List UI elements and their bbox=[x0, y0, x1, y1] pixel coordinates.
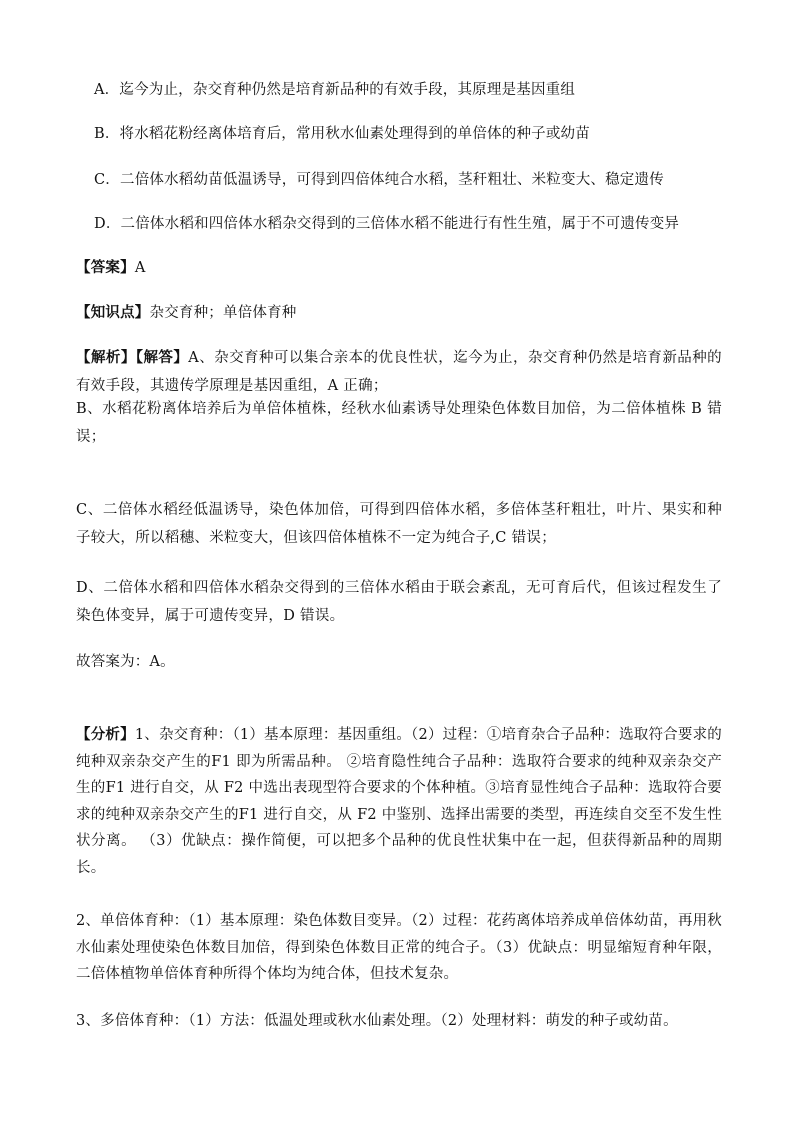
knowledge-value: 杂交育种；单倍体育种 bbox=[149, 305, 297, 321]
explanation-a bbox=[76, 344, 722, 400]
explanation-a-text: A、杂交育种可以集合亲本的优良性状，迄今为止，杂交育种仍然是培育新品种的有效手段，其遗传学原理是基因重组，A 正确； bbox=[76, 350, 722, 394]
explanation-b: B、水稻花粉离体培养后为单倍体植株，经秋水仙素诱导处理染色体数目加倍，为二倍体植株 B 错误； bbox=[76, 401, 722, 445]
option-d: D．二倍体水稻和四倍体水稻杂交得到的三倍体水稻不能进行有性生殖，属于不可遗传变异 bbox=[94, 216, 680, 232]
analysis-p1-text: 1、杂交育种：（1）基本原理：基因重组。（2）过程：①培育杂合子品种：选取符合要求的纯种双亲杂交产生的F1 即为所需品种。 ②培育隐性纯合子品种：选取符合要求的纯种双亲杂交产生的F1 进行自交，从 F2 中选出表现型符合要求的个体种植。③培育显性纯合子品种：选取符合要求的纯种双亲杂交产生的F1 进行自交，从 F2 中鉴别、选择出需要的类型，再连续自交至不发生性状分离。 （3）优缺点：操作简便，可以把多个品种的优良性状集中在一起，但获得新品种的周期长。 bbox=[76, 727, 722, 876]
answer-line bbox=[76, 258, 726, 278]
explanation-d: D、二倍体水稻和四倍体水稻杂交得到的三倍体水稻由于联会紊乱，无可育后代，但该过程发生了染色体变异，属于可遗传变异，D 错误。 bbox=[76, 580, 722, 624]
analysis-p2: 2、单倍体育种：（1）基本原理：染色体数目变异。（2）过程：花药离体培养成单倍体幼苗，再用秋水仙素处理使染色体数目加倍，得到染色体数目正常的纯合子。（3）优缺点：明显缩短育种年限，二倍体植物单倍体育种所得个体均为纯合体，但技术复杂。 bbox=[76, 913, 722, 982]
analysis-label: 【分析】 bbox=[76, 726, 135, 743]
explanation-label: 【解析】 bbox=[76, 349, 136, 366]
analysis-p3: 3、多倍体育种：（1）方法：低温处理或秋水仙素处理。（2）处理材料：萌发的种子或幼苗。 bbox=[76, 1013, 678, 1029]
knowledge-line bbox=[76, 303, 726, 323]
explanation-c: C、二倍体水稻经低温诱导，染色体加倍，可得到四倍体水稻，多倍体茎秆粗壮，叶片、果实和种子较大，所以稻穗、米粒变大，但该四倍体植株不一定为纯合子,C 错误； bbox=[76, 502, 722, 546]
conclusion-line: 故答案为：A。 bbox=[76, 654, 175, 670]
option-a: A．迄今为止，杂交育种仍然是培育新品种的有效手段，其原理是基因重组 bbox=[94, 82, 576, 98]
explanation-sublabel: 【解答】 bbox=[135, 349, 189, 366]
answer-label: 【答案】 bbox=[76, 259, 135, 276]
option-b: B．将水稻花粉经离体培育后，常用秋水仙素处理得到的单倍体的种子或幼苗 bbox=[94, 126, 590, 142]
option-c: C．二倍体水稻幼苗低温诱导，可得到四倍体纯合水稻，茎秆粗壮、米粒变大、稳定遗传 bbox=[94, 172, 664, 188]
knowledge-label: 【知识点】 bbox=[76, 304, 150, 321]
answer-value: A bbox=[134, 260, 146, 276]
analysis-p1 bbox=[76, 722, 722, 881]
